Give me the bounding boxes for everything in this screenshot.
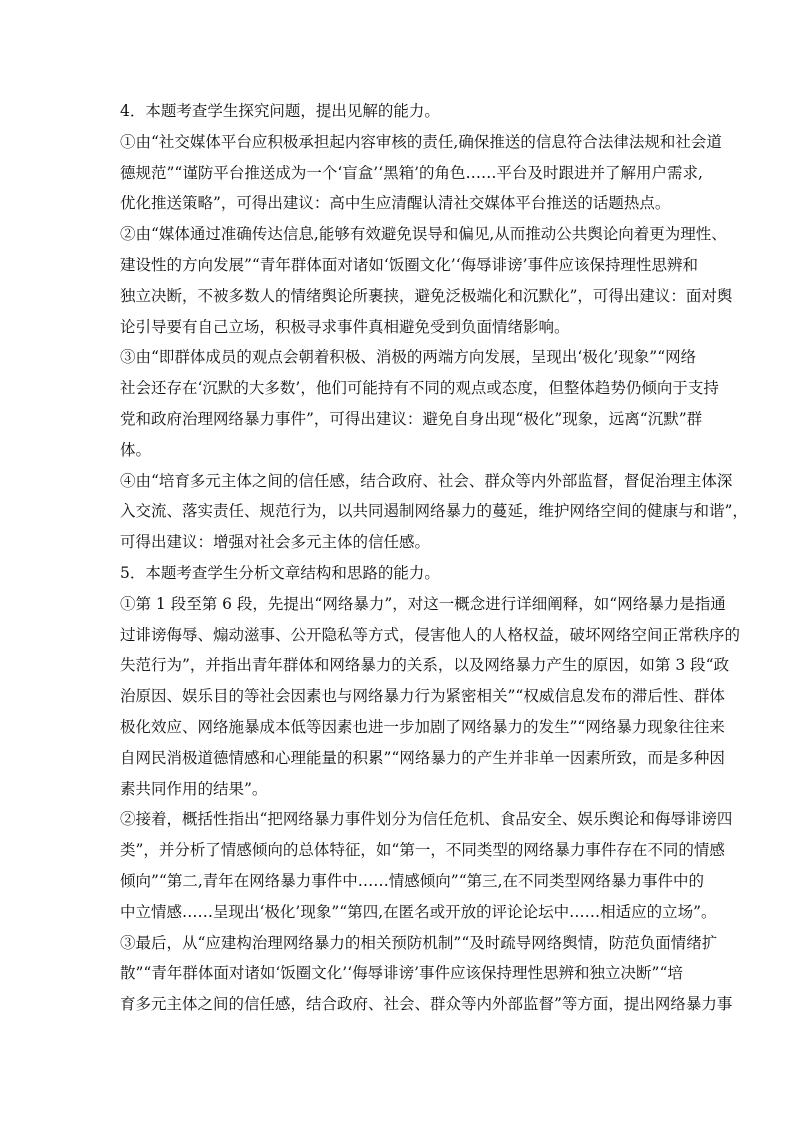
text-line: 治原因、娱乐目的等社会因素也与网络暴力行为紧密相关”“权威信息发布的滞后性、群体 — [120, 687, 725, 706]
text-line: 自网民消极道德情感和心理能量的积累”“网络暴力的产生并非单一因素所致，而是多种因 — [120, 748, 725, 767]
text-line: 独立决断，不被多数人的情绪舆论所裹挟，避免泛极端化和沉默化”，可得出建议：面对舆 — [120, 286, 733, 305]
text-line: 体。 — [120, 440, 152, 459]
document-page — [120, 96, 748, 1020]
text-line: 素共同作用的结果”。 — [120, 779, 268, 798]
text-line: 可得出建议：增强对社会多元主体的信任感。 — [120, 533, 431, 552]
text-line: 极化效应、网络施暴成本低等因素也进一步加剧了网络暴力的发生”“网络暴力现象往往来 — [120, 717, 725, 736]
text-line: ②由“媒体通过准确传达信息,能够有效避免误导和偏见,从而推动公共舆论向着更为理性、 — [120, 225, 727, 244]
text-line: 散”“青年群体面对诸如‘饭圈文化’‘侮辱诽谤’事件应该保持理性思辨和独立决断”“培 — [120, 964, 683, 983]
text-line: 建设性的方向发展”“青年群体面对诸如‘饭圈文化’‘侮辱诽谤’事件应该保持理性思辨和 — [120, 255, 699, 274]
text-line: 党和政府治理网络暴力事件”，可得出建议：避免自身出现“极化”现象，远离“沉默”群 — [120, 409, 703, 428]
text-line: 过诽谤侮辱、煽动滋事、公开隐私等方式，侵害他人的人格权益，破坏网络空间正常秩序的 — [120, 625, 741, 644]
text-line: 育多元主体之间的信任感，结合政府、社会、群众等内外部监督”等方面，提出网络暴力事 — [120, 995, 733, 1014]
text-line: 德规范”“谨防平台推送成为一个‘盲盒’‘黑箱’的角色……平台及时跟进并了解用户需求, — [120, 163, 703, 182]
text-line: 入交流、落实责任、规范行为，以共同遏制网络暴力的蔓延，维护网络空间的健康与和谐”， — [120, 502, 748, 521]
text-line: ①第 1 段至第 6 段，先提出“网络暴力”，对这一概念进行详细阐释，如“网络暴力是指通 — [120, 594, 726, 613]
text-line: ④由“培育多元主体之间的信任感，结合政府、社会、群众等内外部监督，督促治理主体深 — [120, 471, 733, 490]
text-line: 社会还存在‘沉默的大多数’，他们可能持有不同的观点或态度，但整体趋势仍倾向于支持 — [120, 379, 719, 398]
text-line: 5．本题考查学生分析文章结构和思路的能力。 — [120, 563, 440, 582]
text-line: 失范行为”，并指出青年群体和网络暴力的关系，以及网络暴力产生的原因，如第 3 段“政 — [120, 656, 730, 675]
text-line: 类”，并分析了情感倾向的总体特征，如“第一，不同类型的网络暴力事件存在不同的情感 — [120, 841, 725, 860]
text-line: ③最后，从“应建构治理网络暴力的相关预防机制”“及时疏导网络舆情，防范负面情绪扩 — [120, 933, 718, 952]
text-line: 优化推送策略”，可得出建议：高中生应清醒认清社交媒体平台推送的话题热点。 — [120, 194, 671, 213]
text-line: ③由“即群体成员的观点会朝着积极、消极的两端方向发展，呈现出‘极化’现象”“网络 — [120, 348, 697, 367]
text-line: 倾向”“第二,青年在网络暴力事件中……情感倾向”“第三,在不同类型网络暴力事件中的 — [120, 871, 705, 890]
text-line: 论引导要有自己立场，积极寻求事件真相避免受到负面情绪影响。 — [120, 317, 570, 336]
text-line: 4．本题考查学生探究问题，提出见解的能力。 — [120, 102, 440, 120]
text-line: ①由“社交媒体平台应积极承担起内容审核的责任,确保推送的信息符合法律法规和社会道 — [120, 132, 722, 151]
text-line: ②接着，概括性指出“把网络暴力事件划分为信任危机、食品安全、娱乐舆论和侮辱诽谤四 — [120, 810, 733, 829]
text-line: 中立情感……呈现出‘极化’现象”“第四,在匿名或开放的评论论坛中……相适应的立场”。 — [120, 902, 717, 921]
